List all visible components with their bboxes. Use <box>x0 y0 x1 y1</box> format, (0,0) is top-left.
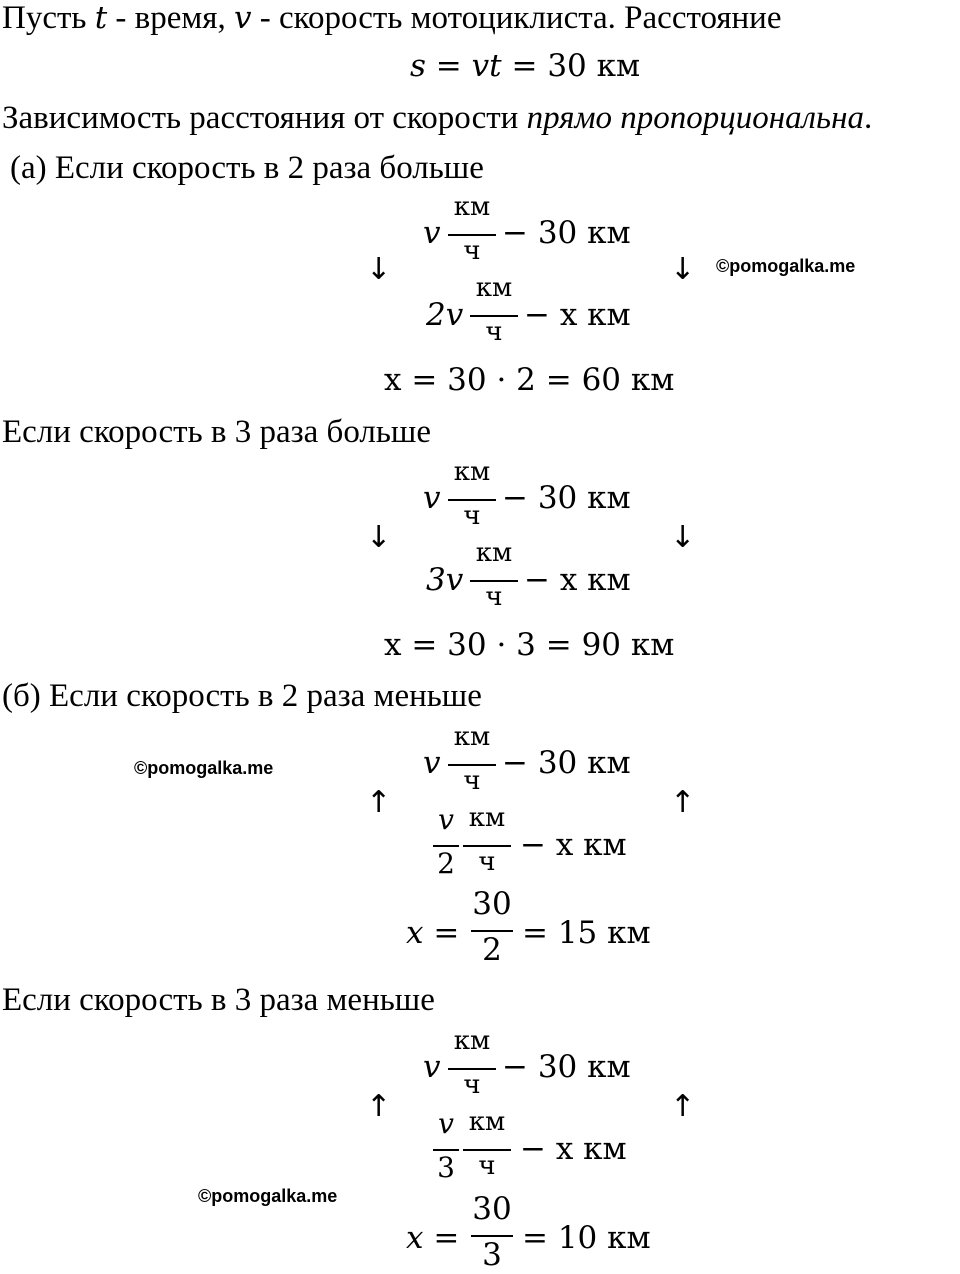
down-arrow-icon: ↓ <box>366 520 392 555</box>
intro-word-3: - скорость мотоциклиста. Расстояние <box>259 0 782 36</box>
intro-word-1: Пусть <box>2 0 87 36</box>
part-a2-row2-3v: 3v <box>426 562 464 598</box>
part-b-result-lhs: x = <box>406 915 460 951</box>
part-b-row1-rest: − 30 км <box>502 745 631 781</box>
part-b2-row1-v: v <box>423 1049 441 1085</box>
down-arrow-icon: ↓ <box>670 520 696 555</box>
dependency-emphasis: прямо пропорциональна <box>526 100 864 136</box>
part-a2-row2-rest: − x км <box>524 562 631 598</box>
part-a-row1-v: v <box>423 215 441 251</box>
part-b-row1-v: v <box>423 745 441 781</box>
distance-formula: s = vt = 30 км <box>410 48 641 84</box>
part-b-result-rhs: = 15 км <box>522 915 651 951</box>
up-arrow-icon: ↑ <box>366 1089 392 1124</box>
part-b2-result-lhs: x = <box>406 1220 460 1256</box>
part-a-result: x = 30 · 2 = 60 км <box>384 362 675 398</box>
part-a2-result: x = 30 · 3 = 90 км <box>384 627 675 663</box>
part-a-row2-rest: − x км <box>524 297 631 333</box>
intro-line <box>2 0 781 36</box>
part-b2-row2-rest: − x км <box>520 1131 627 1167</box>
intro-word-2: - время, <box>115 0 226 36</box>
part-b-heading: (б) Если скорость в 2 раза меньше <box>2 678 482 714</box>
part-b2-result-rhs: = 10 км <box>522 1220 651 1256</box>
var-t: t <box>94 0 108 36</box>
var-v: v <box>233 0 252 36</box>
part-b2-heading: Если скорость в 3 раза меньше <box>2 982 435 1018</box>
dependency-line: Зависимость расстояния от скорости прямо пропорциональна. <box>2 100 873 136</box>
part-a2-row1-v: v <box>423 480 441 516</box>
down-arrow-icon: ↓ <box>670 252 696 287</box>
up-arrow-icon: ↑ <box>670 1089 696 1124</box>
part-a2-heading: Если скорость в 3 раза больше <box>2 414 431 450</box>
watermark: ©pomogalka.me <box>134 758 274 778</box>
part-b2-row1-rest: − 30 км <box>502 1049 631 1085</box>
watermark: ©pomogalka.me <box>716 256 856 276</box>
part-a-row1-rest: − 30 км <box>502 215 631 251</box>
part-a-row2-2v: 2v <box>426 297 464 333</box>
up-arrow-icon: ↑ <box>366 785 392 820</box>
watermark: ©pomogalka.me <box>198 1186 338 1206</box>
down-arrow-icon: ↓ <box>366 252 392 287</box>
part-a2-row1-rest: − 30 км <box>502 480 631 516</box>
part-a-heading: (а) Если скорость в 2 раза больше <box>10 150 484 186</box>
up-arrow-icon: ↑ <box>670 785 696 820</box>
part-b-row2-rest: − x км <box>520 827 627 863</box>
